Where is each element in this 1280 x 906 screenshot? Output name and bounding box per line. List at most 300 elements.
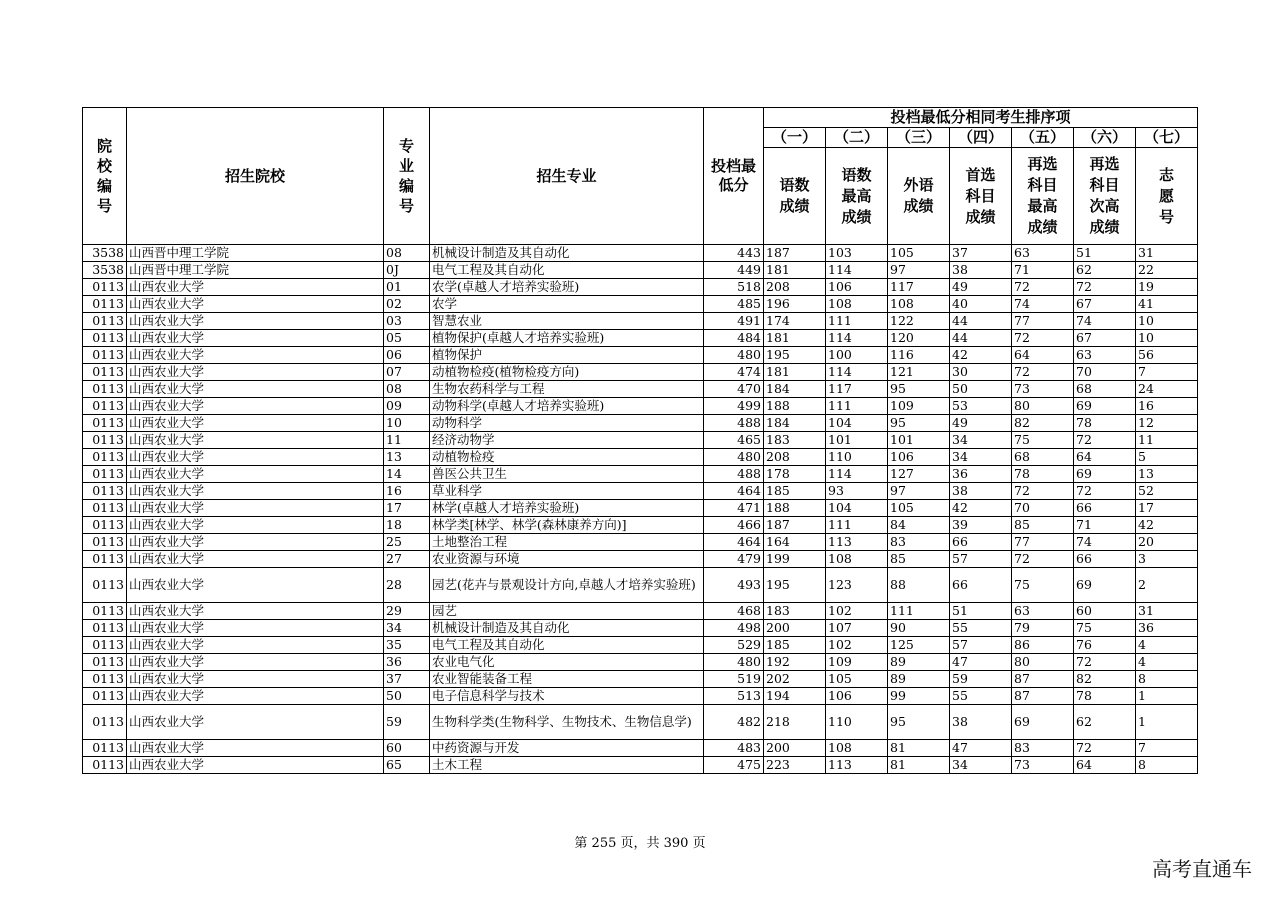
chinese-math-cell: 181 [764,262,826,279]
elective-max-cell: 80 [1012,398,1074,415]
chinese-math-max-cell: 107 [826,620,888,637]
elective-max-cell: 72 [1012,279,1074,296]
chinese-math-max-cell: 111 [826,517,888,534]
foreign-language-cell: 84 [888,517,950,534]
preference-number-cell: 13 [1136,466,1198,483]
chinese-math-cell: 183 [764,432,826,449]
school-code-cell: 0113 [83,671,127,688]
first-subject-cell: 47 [950,654,1012,671]
school-name-cell: 山西农业大学 [127,500,384,517]
foreign-language-cell: 81 [888,740,950,757]
elective-max-cell: 63 [1012,245,1074,262]
major-name-cell: 植物保护 [430,347,704,364]
elective-max-cell: 79 [1012,620,1074,637]
watermark: 高考直通车 [1152,857,1252,881]
elective-second-cell: 72 [1074,654,1136,671]
major-name-cell: 园艺 [430,603,704,620]
min-score-cell: 519 [704,671,764,688]
elective-max-cell: 78 [1012,466,1074,483]
school-code-cell: 0113 [83,279,127,296]
preference-number-cell: 17 [1136,500,1198,517]
table-row [83,398,1198,415]
chinese-math-cell: 181 [764,364,826,381]
table-row [83,603,1198,620]
elective-max-cell: 72 [1012,330,1074,347]
chinese-math-cell: 184 [764,415,826,432]
chinese-math-cell: 188 [764,500,826,517]
chinese-math-max-cell: 114 [826,330,888,347]
school-name-cell: 山西农业大学 [127,688,384,705]
major-name-cell: 土地整治工程 [430,534,704,551]
min-score-cell: 488 [704,466,764,483]
major-name-cell: 动物科学(卓越人才培养实验班) [430,398,704,415]
school-code-cell: 0113 [83,449,127,466]
major-name-cell: 林学(卓越人才培养实验班) [430,500,704,517]
first-subject-cell: 49 [950,279,1012,296]
school-code-cell: 0113 [83,330,127,347]
first-subject-cell: 55 [950,688,1012,705]
school-code-cell: 0113 [83,757,127,774]
major-code-cell: 08 [384,381,430,398]
min-score-cell: 471 [704,500,764,517]
elective-max-cell: 72 [1012,551,1074,568]
first-subject-cell: 42 [950,500,1012,517]
chinese-math-cell: 208 [764,449,826,466]
major-code-cell: 35 [384,637,430,654]
preference-number-cell: 22 [1136,262,1198,279]
foreign-language-cell: 122 [888,313,950,330]
chinese-math-cell: 184 [764,381,826,398]
school-name-cell: 山西农业大学 [127,705,384,740]
first-subject-cell: 39 [950,517,1012,534]
major-name-cell: 农业电气化 [430,654,704,671]
school-name-cell: 山西农业大学 [127,551,384,568]
elective-second-cell: 64 [1074,449,1136,466]
preference-number-cell: 31 [1136,245,1198,262]
elective-second-cell: 71 [1074,517,1136,534]
first-subject-cell: 57 [950,551,1012,568]
table-row [83,568,1198,603]
table-row [83,347,1198,364]
chinese-math-max-cell: 114 [826,364,888,381]
chinese-math-cell: 187 [764,517,826,534]
major-name-cell: 动物科学 [430,415,704,432]
min-score-cell: 480 [704,347,764,364]
preference-number-cell: 1 [1136,705,1198,740]
chinese-math-cell: 195 [764,347,826,364]
school-name-cell: 山西晋中理工学院 [127,245,384,262]
chinese-math-max-cell: 104 [826,500,888,517]
first-subject-cell: 37 [950,245,1012,262]
chinese-math-cell: 218 [764,705,826,740]
header-tie-label: 志愿号 [1136,148,1198,245]
header-tie-label: 语数成绩 [764,148,826,245]
first-subject-cell: 40 [950,296,1012,313]
elective-max-cell: 77 [1012,313,1074,330]
preference-number-cell: 41 [1136,296,1198,313]
header-major-code: 专业编号 [384,108,430,245]
first-subject-cell: 30 [950,364,1012,381]
major-code-cell: 07 [384,364,430,381]
elective-max-cell: 63 [1012,603,1074,620]
elective-second-cell: 78 [1074,688,1136,705]
major-code-cell: 27 [384,551,430,568]
preference-number-cell: 5 [1136,449,1198,466]
table-row [83,637,1198,654]
table-row [83,688,1198,705]
major-code-cell: 60 [384,740,430,757]
major-code-cell: 59 [384,705,430,740]
table-header [83,108,1198,245]
chinese-math-max-cell: 93 [826,483,888,500]
preference-number-cell: 20 [1136,534,1198,551]
chinese-math-max-cell: 100 [826,347,888,364]
min-score-cell: 474 [704,364,764,381]
elective-max-cell: 77 [1012,534,1074,551]
first-subject-cell: 59 [950,671,1012,688]
chinese-math-max-cell: 102 [826,637,888,654]
header-tie-label: 语数最高成绩 [826,148,888,245]
school-code-cell: 0113 [83,415,127,432]
school-code-cell: 0113 [83,551,127,568]
chinese-math-max-cell: 114 [826,466,888,483]
school-name-cell: 山西农业大学 [127,757,384,774]
school-name-cell: 山西农业大学 [127,517,384,534]
chinese-math-max-cell: 108 [826,740,888,757]
major-code-cell: 37 [384,671,430,688]
table-row [83,757,1198,774]
chinese-math-max-cell: 110 [826,449,888,466]
first-subject-cell: 38 [950,483,1012,500]
preference-number-cell: 42 [1136,517,1198,534]
foreign-language-cell: 95 [888,415,950,432]
table-row [83,705,1198,740]
foreign-language-cell: 89 [888,654,950,671]
major-code-cell: 09 [384,398,430,415]
foreign-language-cell: 127 [888,466,950,483]
school-name-cell: 山西农业大学 [127,671,384,688]
min-score-cell: 499 [704,398,764,415]
major-name-cell: 机械设计制造及其自动化 [430,620,704,637]
elective-max-cell: 69 [1012,705,1074,740]
chinese-math-cell: 195 [764,568,826,603]
school-name-cell: 山西农业大学 [127,740,384,757]
major-name-cell: 生物农药科学与工程 [430,381,704,398]
school-name-cell: 山西农业大学 [127,432,384,449]
major-code-cell: 29 [384,603,430,620]
school-code-cell: 0113 [83,313,127,330]
major-name-cell: 电子信息科学与技术 [430,688,704,705]
school-code-cell: 0113 [83,603,127,620]
first-subject-cell: 66 [950,568,1012,603]
school-name-cell: 山西农业大学 [127,603,384,620]
elective-max-cell: 73 [1012,381,1074,398]
major-name-cell: 机械设计制造及其自动化 [430,245,704,262]
first-subject-cell: 38 [950,705,1012,740]
table-row [83,466,1198,483]
table-row [83,415,1198,432]
first-subject-cell: 55 [950,620,1012,637]
major-name-cell: 智慧农业 [430,313,704,330]
elective-second-cell: 68 [1074,381,1136,398]
table-row [83,364,1198,381]
chinese-math-cell: 183 [764,603,826,620]
school-code-cell: 0113 [83,398,127,415]
preference-number-cell: 7 [1136,364,1198,381]
school-name-cell: 山西农业大学 [127,568,384,603]
elective-max-cell: 75 [1012,432,1074,449]
chinese-math-cell: 194 [764,688,826,705]
foreign-language-cell: 105 [888,500,950,517]
major-code-cell: 0J [384,262,430,279]
major-code-cell: 11 [384,432,430,449]
elective-second-cell: 66 [1074,551,1136,568]
major-name-cell: 生物科学类(生物科学、生物技术、生物信息学) [430,705,704,740]
foreign-language-cell: 97 [888,262,950,279]
chinese-math-cell: 192 [764,654,826,671]
school-code-cell: 0113 [83,705,127,740]
preference-number-cell: 8 [1136,757,1198,774]
preference-number-cell: 56 [1136,347,1198,364]
admission-table [82,107,1198,774]
table-row [83,551,1198,568]
major-code-cell: 06 [384,347,430,364]
foreign-language-cell: 95 [888,381,950,398]
min-score-cell: 480 [704,449,764,466]
table-row [83,740,1198,757]
school-name-cell: 山西农业大学 [127,483,384,500]
major-code-cell: 50 [384,688,430,705]
major-name-cell: 草业科学 [430,483,704,500]
major-name-cell: 中药资源与开发 [430,740,704,757]
school-code-cell: 3538 [83,262,127,279]
chinese-math-max-cell: 104 [826,415,888,432]
preference-number-cell: 4 [1136,654,1198,671]
chinese-math-cell: 188 [764,398,826,415]
major-code-cell: 14 [384,466,430,483]
school-code-cell: 0113 [83,483,127,500]
elective-max-cell: 87 [1012,688,1074,705]
foreign-language-cell: 125 [888,637,950,654]
preference-number-cell: 12 [1136,415,1198,432]
foreign-language-cell: 109 [888,398,950,415]
first-subject-cell: 42 [950,347,1012,364]
chinese-math-cell: 181 [764,330,826,347]
elective-max-cell: 86 [1012,637,1074,654]
school-name-cell: 山西农业大学 [127,296,384,313]
min-score-cell: 449 [704,262,764,279]
elective-second-cell: 69 [1074,466,1136,483]
elective-max-cell: 72 [1012,364,1074,381]
elective-max-cell: 71 [1012,262,1074,279]
table-row [83,620,1198,637]
elective-second-cell: 64 [1074,757,1136,774]
chinese-math-cell: 200 [764,740,826,757]
school-name-cell: 山西农业大学 [127,347,384,364]
foreign-language-cell: 117 [888,279,950,296]
chinese-math-max-cell: 109 [826,654,888,671]
table-row [83,517,1198,534]
chinese-math-cell: 187 [764,245,826,262]
major-code-cell: 03 [384,313,430,330]
header-tie-number: （四） [950,128,1012,148]
first-subject-cell: 36 [950,466,1012,483]
header-tie-label: 再选科目次高成绩 [1074,148,1136,245]
min-score-cell: 493 [704,568,764,603]
major-name-cell: 兽医公共卫生 [430,466,704,483]
table-row [83,483,1198,500]
first-subject-cell: 44 [950,313,1012,330]
first-subject-cell: 49 [950,415,1012,432]
header-school-name: 招生院校 [127,108,384,245]
table-row [83,500,1198,517]
foreign-language-cell: 105 [888,245,950,262]
foreign-language-cell: 121 [888,364,950,381]
elective-second-cell: 70 [1074,364,1136,381]
table-row [83,534,1198,551]
school-name-cell: 山西农业大学 [127,654,384,671]
school-name-cell: 山西农业大学 [127,415,384,432]
major-code-cell: 10 [384,415,430,432]
chinese-math-max-cell: 108 [826,296,888,313]
elective-max-cell: 70 [1012,500,1074,517]
chinese-math-max-cell: 102 [826,603,888,620]
min-score-cell: 479 [704,551,764,568]
foreign-language-cell: 85 [888,551,950,568]
elective-second-cell: 75 [1074,620,1136,637]
school-name-cell: 山西农业大学 [127,466,384,483]
elective-second-cell: 67 [1074,296,1136,313]
elective-max-cell: 68 [1012,449,1074,466]
preference-number-cell: 10 [1136,330,1198,347]
elective-max-cell: 80 [1012,654,1074,671]
chinese-math-cell: 202 [764,671,826,688]
school-name-cell: 山西农业大学 [127,637,384,654]
foreign-language-cell: 95 [888,705,950,740]
chinese-math-cell: 185 [764,637,826,654]
min-score-cell: 465 [704,432,764,449]
school-code-cell: 0113 [83,740,127,757]
elective-second-cell: 72 [1074,279,1136,296]
min-score-cell: 498 [704,620,764,637]
first-subject-cell: 47 [950,740,1012,757]
elective-second-cell: 76 [1074,637,1136,654]
header-tie-number: （七） [1136,128,1198,148]
school-code-cell: 0113 [83,500,127,517]
preference-number-cell: 10 [1136,313,1198,330]
chinese-math-max-cell: 108 [826,551,888,568]
major-name-cell: 农学 [430,296,704,313]
school-name-cell: 山西农业大学 [127,620,384,637]
table-row [83,245,1198,262]
major-name-cell: 电气工程及其自动化 [430,637,704,654]
chinese-math-cell: 223 [764,757,826,774]
elective-second-cell: 62 [1074,705,1136,740]
min-score-cell: 475 [704,757,764,774]
min-score-cell: 485 [704,296,764,313]
min-score-cell: 464 [704,483,764,500]
school-code-cell: 0113 [83,381,127,398]
table-row [83,671,1198,688]
preference-number-cell: 19 [1136,279,1198,296]
elective-max-cell: 83 [1012,740,1074,757]
elective-second-cell: 69 [1074,568,1136,603]
header-tie-number: （六） [1074,128,1136,148]
chinese-math-max-cell: 111 [826,398,888,415]
major-name-cell: 农学(卓越人才培养实验班) [430,279,704,296]
table-row [83,449,1198,466]
school-name-cell: 山西晋中理工学院 [127,262,384,279]
elective-second-cell: 60 [1074,603,1136,620]
table-row [83,262,1198,279]
major-name-cell: 植物保护(卓越人才培养实验班) [430,330,704,347]
elective-second-cell: 62 [1074,262,1136,279]
first-subject-cell: 57 [950,637,1012,654]
elective-second-cell: 72 [1074,483,1136,500]
elective-max-cell: 72 [1012,483,1074,500]
min-score-cell: 483 [704,740,764,757]
min-score-cell: 488 [704,415,764,432]
school-name-cell: 山西农业大学 [127,330,384,347]
major-code-cell: 25 [384,534,430,551]
school-code-cell: 0113 [83,688,127,705]
major-name-cell: 农业资源与环境 [430,551,704,568]
header-tie-number: （二） [826,128,888,148]
preference-number-cell: 36 [1136,620,1198,637]
chinese-math-max-cell: 105 [826,671,888,688]
header-tie-label: 再选科目最高成绩 [1012,148,1074,245]
elective-max-cell: 82 [1012,415,1074,432]
school-code-cell: 0113 [83,517,127,534]
elective-max-cell: 64 [1012,347,1074,364]
header-major-name: 招生专业 [430,108,704,245]
school-code-cell: 0113 [83,568,127,603]
first-subject-cell: 50 [950,381,1012,398]
min-score-cell: 466 [704,517,764,534]
preference-number-cell: 2 [1136,568,1198,603]
first-subject-cell: 34 [950,449,1012,466]
chinese-math-cell: 164 [764,534,826,551]
min-score-cell: 482 [704,705,764,740]
elective-second-cell: 67 [1074,330,1136,347]
major-code-cell: 13 [384,449,430,466]
foreign-language-cell: 120 [888,330,950,347]
table-row [83,654,1198,671]
elective-second-cell: 78 [1074,415,1136,432]
chinese-math-max-cell: 117 [826,381,888,398]
major-code-cell: 02 [384,296,430,313]
chinese-math-max-cell: 111 [826,313,888,330]
chinese-math-max-cell: 123 [826,568,888,603]
chinese-math-cell: 199 [764,551,826,568]
chinese-math-cell: 174 [764,313,826,330]
elective-max-cell: 85 [1012,517,1074,534]
school-code-cell: 0113 [83,654,127,671]
min-score-cell: 513 [704,688,764,705]
elective-second-cell: 72 [1074,740,1136,757]
school-name-cell: 山西农业大学 [127,449,384,466]
major-name-cell: 林学类[林学、林学(森林康养方向)] [430,517,704,534]
min-score-cell: 529 [704,637,764,654]
first-subject-cell: 38 [950,262,1012,279]
school-name-cell: 山西农业大学 [127,398,384,415]
preference-number-cell: 4 [1136,637,1198,654]
elective-second-cell: 72 [1074,432,1136,449]
major-code-cell: 01 [384,279,430,296]
major-name-cell: 动植物检疫(植物检疫方向) [430,364,704,381]
chinese-math-max-cell: 110 [826,705,888,740]
elective-second-cell: 51 [1074,245,1136,262]
